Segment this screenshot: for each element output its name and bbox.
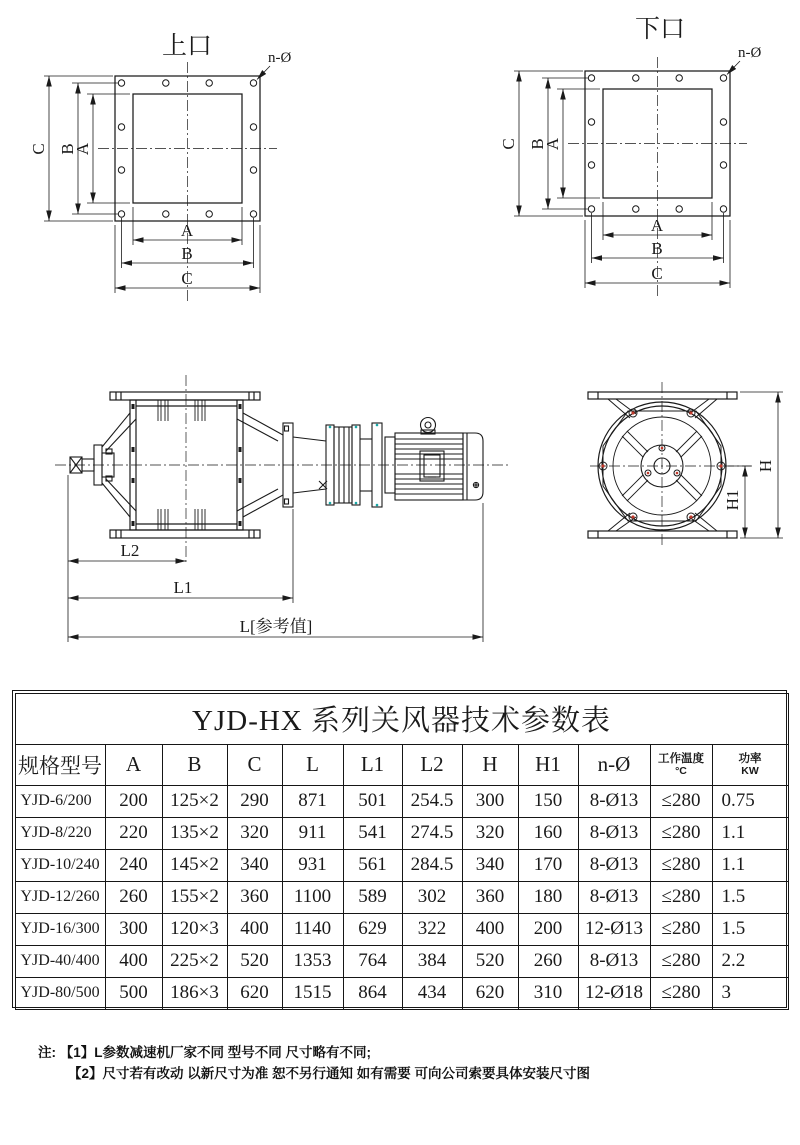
- model-cell: YJD-40/400: [15, 945, 105, 977]
- value-cell: 125×2: [162, 785, 227, 817]
- value-cell: 764: [343, 945, 402, 977]
- motor: [395, 418, 483, 501]
- value-cell: 300: [105, 913, 162, 945]
- dim-label-a-left: A: [543, 137, 562, 151]
- value-cell: 360: [462, 881, 518, 913]
- value-cell: 240: [105, 849, 162, 881]
- model-cell: YJD-10/240: [15, 849, 105, 881]
- dim-label-h1: H1: [723, 489, 742, 511]
- view-title: 下口: [634, 16, 686, 43]
- dim-label-b-bottom: B: [651, 239, 663, 258]
- value-cell: 8-Ø13: [578, 881, 650, 913]
- dim-label-b-left: B: [58, 143, 77, 155]
- column-header: n-Ø: [578, 744, 650, 785]
- table-title: YJD-HX 系列关风器技术参数表: [15, 693, 788, 744]
- value-cell: 302: [402, 881, 462, 913]
- dim-label-c-bottom: C: [651, 264, 663, 283]
- column-header: L: [282, 744, 343, 785]
- value-cell: ≤280: [650, 977, 712, 1009]
- value-cell: ≤280: [650, 913, 712, 945]
- value-cell: 135×2: [162, 817, 227, 849]
- dim-label-c-left: C: [499, 138, 518, 150]
- value-cell: 254.5: [402, 785, 462, 817]
- value-cell: 225×2: [162, 945, 227, 977]
- hole-count-label: n-Ø: [738, 45, 762, 61]
- model-cell: YJD-8/220: [15, 817, 105, 849]
- value-cell: 12-Ø18: [578, 977, 650, 1009]
- valve-side-view-drawing: [40, 363, 540, 653]
- value-cell: 310: [518, 977, 578, 1009]
- value-cell: 340: [462, 849, 518, 881]
- dim-label-l-reference: L[参考值]: [239, 617, 313, 636]
- value-cell: 520: [227, 945, 282, 977]
- model-cell: YJD-12/260: [15, 881, 105, 913]
- value-cell: 1353: [282, 945, 343, 977]
- model-cell: YJD-80/500: [15, 977, 105, 1009]
- value-cell: 864: [343, 977, 402, 1009]
- value-cell: 2.2: [712, 945, 788, 977]
- value-cell: 320: [462, 817, 518, 849]
- value-cell: 322: [402, 913, 462, 945]
- model-cell: YJD-6/200: [15, 785, 105, 817]
- value-cell: 1.1: [712, 849, 788, 881]
- value-cell: 500: [105, 977, 162, 1009]
- value-cell: 8-Ø13: [578, 785, 650, 817]
- valve-end-view-drawing: [560, 370, 800, 570]
- value-cell: 260: [105, 881, 162, 913]
- footnotes: [38, 1042, 638, 1084]
- bottom-flange-drawing: [470, 5, 800, 305]
- value-cell: 200: [105, 785, 162, 817]
- table-row: [15, 849, 788, 881]
- value-cell: 620: [227, 977, 282, 1009]
- dim-label-l2: L2: [120, 541, 140, 560]
- column-header: 规格型号: [15, 744, 105, 785]
- value-cell: 320: [227, 817, 282, 849]
- value-cell: 170: [518, 849, 578, 881]
- dim-label-b-left: B: [528, 138, 547, 150]
- value-cell: 284.5: [402, 849, 462, 881]
- value-cell: 400: [105, 945, 162, 977]
- column-header: H1: [518, 744, 578, 785]
- value-cell: 1515: [282, 977, 343, 1009]
- dim-label-l1: L1: [173, 578, 193, 597]
- value-cell: 1.5: [712, 913, 788, 945]
- column-header: H: [462, 744, 518, 785]
- value-cell: 200: [518, 913, 578, 945]
- value-cell: 274.5: [402, 817, 462, 849]
- value-cell: 400: [462, 913, 518, 945]
- value-cell: 150: [518, 785, 578, 817]
- table-row: [15, 881, 788, 913]
- value-cell: 1140: [282, 913, 343, 945]
- column-header: L1: [343, 744, 402, 785]
- table-row: [15, 913, 788, 945]
- parameter-table: [12, 690, 787, 1008]
- value-cell: 155×2: [162, 881, 227, 913]
- value-cell: 400: [227, 913, 282, 945]
- footnote-2: 【2】尺寸若有改动 以新尺寸为准 恕不另行通知 如有需要 可向公司索要具体安装尺寸图: [68, 1066, 591, 1081]
- value-cell: 1100: [282, 881, 343, 913]
- value-cell: 180: [518, 881, 578, 913]
- value-cell: 629: [343, 913, 402, 945]
- value-cell: 12-Ø13: [578, 913, 650, 945]
- value-cell: 8-Ø13: [578, 945, 650, 977]
- value-cell: 360: [227, 881, 282, 913]
- value-cell: ≤280: [650, 881, 712, 913]
- value-cell: 561: [343, 849, 402, 881]
- table-row: [15, 817, 788, 849]
- column-header: 工作温度 °C: [650, 744, 712, 785]
- value-cell: 501: [343, 785, 402, 817]
- value-cell: 340: [227, 849, 282, 881]
- value-cell: 160: [518, 817, 578, 849]
- view-title: 上口: [161, 33, 213, 60]
- dim-label-a-left: A: [73, 142, 92, 156]
- table-row: [15, 977, 788, 1009]
- column-header: 功率 KW: [712, 744, 788, 785]
- value-cell: ≤280: [650, 849, 712, 881]
- value-cell: 8-Ø13: [578, 849, 650, 881]
- footnote-1: 注: 【1】L参数减速机厂家不同 型号不同 尺寸略有不同;: [38, 1045, 371, 1060]
- dim-label-a-bottom: A: [180, 221, 194, 240]
- table-row: [15, 945, 788, 977]
- value-cell: 589: [343, 881, 402, 913]
- dim-label-h: H: [756, 459, 775, 473]
- value-cell: 220: [105, 817, 162, 849]
- column-header: A: [105, 744, 162, 785]
- dim-label-c-left: C: [29, 143, 48, 155]
- top-flange-drawing: [0, 10, 330, 310]
- column-header: L2: [402, 744, 462, 785]
- value-cell: 541: [343, 817, 402, 849]
- value-cell: 145×2: [162, 849, 227, 881]
- value-cell: 1.5: [712, 881, 788, 913]
- value-cell: 911: [282, 817, 343, 849]
- table-row: [15, 785, 788, 817]
- param-table-head-row: [15, 744, 788, 785]
- dim-label-a-bottom: A: [650, 216, 664, 235]
- dim-label-c-bottom: C: [181, 269, 193, 288]
- value-cell: 290: [227, 785, 282, 817]
- value-cell: 434: [402, 977, 462, 1009]
- value-cell: ≤280: [650, 817, 712, 849]
- value-cell: 871: [282, 785, 343, 817]
- value-cell: 3: [712, 977, 788, 1009]
- param-table-body: [15, 785, 788, 1009]
- value-cell: 120×3: [162, 913, 227, 945]
- value-cell: 0.75: [712, 785, 788, 817]
- value-cell: 520: [462, 945, 518, 977]
- value-cell: 620: [462, 977, 518, 1009]
- value-cell: ≤280: [650, 945, 712, 977]
- value-cell: 260: [518, 945, 578, 977]
- value-cell: ≤280: [650, 785, 712, 817]
- hole-count-label: n-Ø: [268, 50, 292, 66]
- value-cell: 931: [282, 849, 343, 881]
- value-cell: 8-Ø13: [578, 817, 650, 849]
- model-cell: YJD-16/300: [15, 913, 105, 945]
- column-header: C: [227, 744, 282, 785]
- value-cell: 384: [402, 945, 462, 977]
- dim-label-b-bottom: B: [181, 244, 193, 263]
- value-cell: 1.1: [712, 817, 788, 849]
- value-cell: 186×3: [162, 977, 227, 1009]
- column-header: B: [162, 744, 227, 785]
- value-cell: 300: [462, 785, 518, 817]
